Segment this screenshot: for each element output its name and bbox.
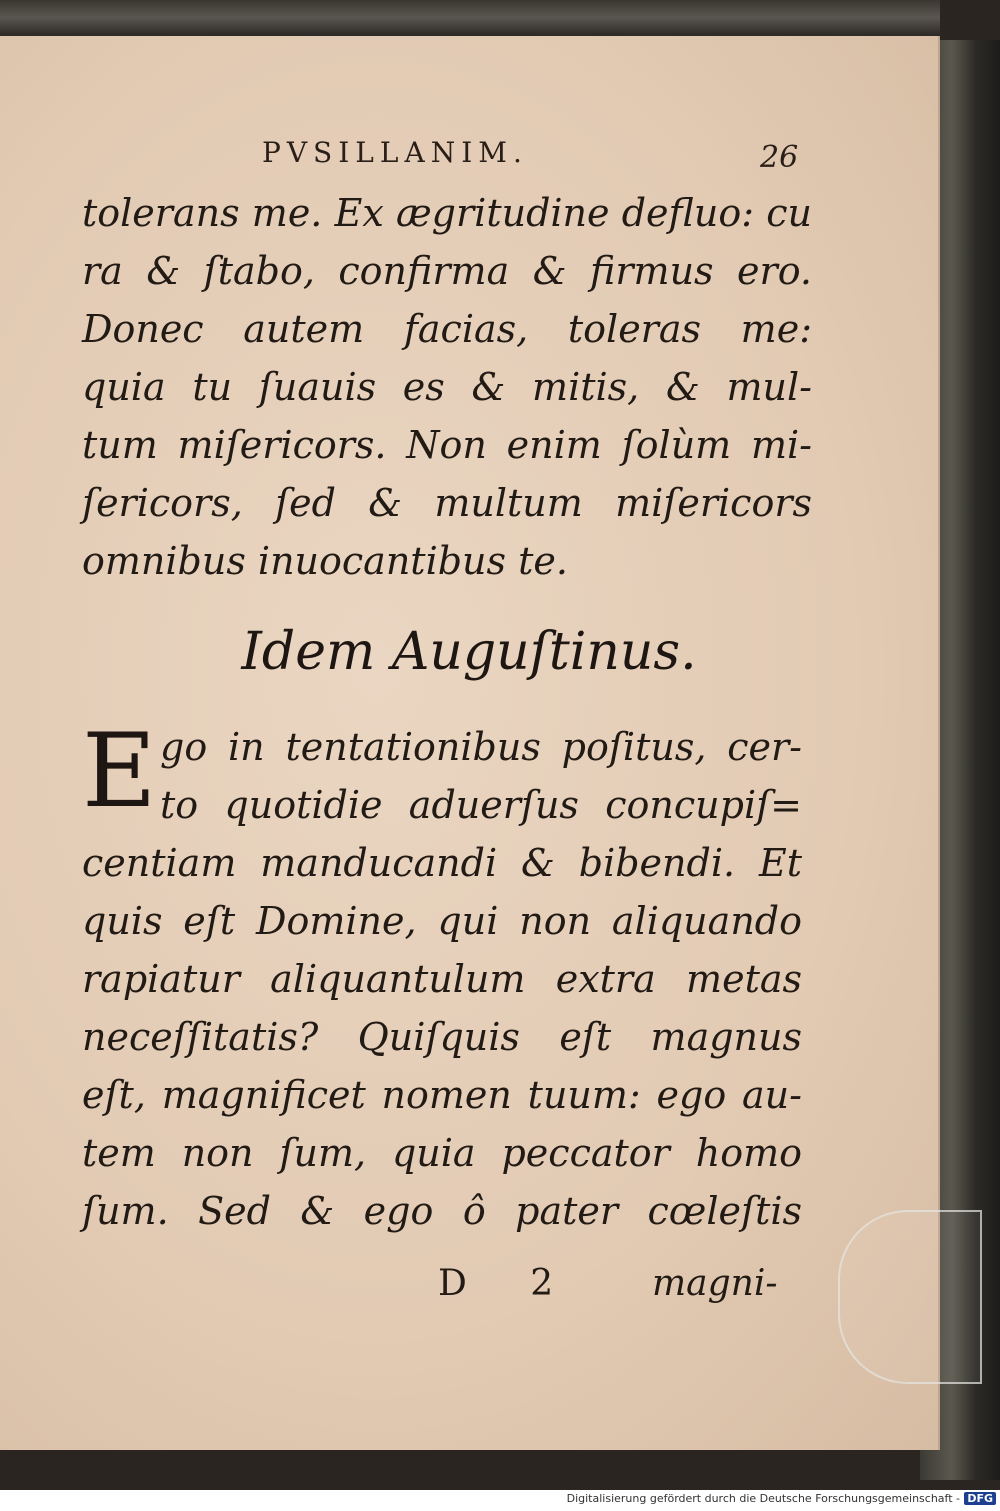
text-line: go in tentationibus poſitus, cer-: [160, 725, 802, 769]
footer-bar: [0, 1490, 1000, 1511]
section-text: [82, 712, 802, 1240]
text-line: eſt, magnificet nomen tuum: ego au-: [82, 1073, 802, 1117]
text-line: quia tu ſuauis es & mitis, & mul-: [82, 365, 812, 409]
catchword: magni-: [652, 1263, 778, 1304]
drop-cap: E: [82, 712, 157, 831]
text-line: centiam manducandi & bibendi. Et: [82, 841, 802, 885]
text-line: omnibus inuocantibus te.: [82, 539, 568, 583]
text-line: rapiatur aliquantulum extra metas: [82, 957, 802, 1001]
funding-credit: Digitalisierung gefördert durch die Deutsche Forschungsgemeinschaft -: [566, 1492, 960, 1505]
text-line: ſum. Sed & ego ô pater cœleſtis: [82, 1189, 802, 1233]
body-text: [82, 184, 812, 590]
text-line: Donec autem facias, toleras me:: [82, 307, 812, 351]
page-clip: [838, 1210, 982, 1384]
dfg-logo: DFG: [964, 1492, 996, 1505]
running-head: PVSILLANIM.: [262, 136, 528, 169]
page-number: 26: [760, 140, 799, 175]
page-header: [0, 136, 938, 186]
text-line: to quotidie aduerſus concupiſ=: [160, 783, 802, 827]
catchwords-line: [0, 1254, 938, 1314]
text-line: tolerans me. Ex ægritudine defluo: cu: [82, 191, 812, 235]
text-line: tum miſericors. Non enim ſolùm mi-: [82, 423, 812, 467]
text-line: tem non ſum, quia peccator homo: [82, 1131, 802, 1175]
text-line: quis eſt Domine, qui non aliquando: [82, 899, 802, 943]
text-line: ra & ſtabo, confirma & firmus ero.: [82, 249, 812, 293]
section-title: Idem Auguſtinus.: [241, 622, 697, 682]
signature-mark: D 2: [438, 1263, 580, 1304]
text-line: neceſſitatis? Quiſquis eſt magnus: [82, 1015, 802, 1059]
text-line: ſericors, ſed & multum miſericors: [82, 481, 812, 525]
